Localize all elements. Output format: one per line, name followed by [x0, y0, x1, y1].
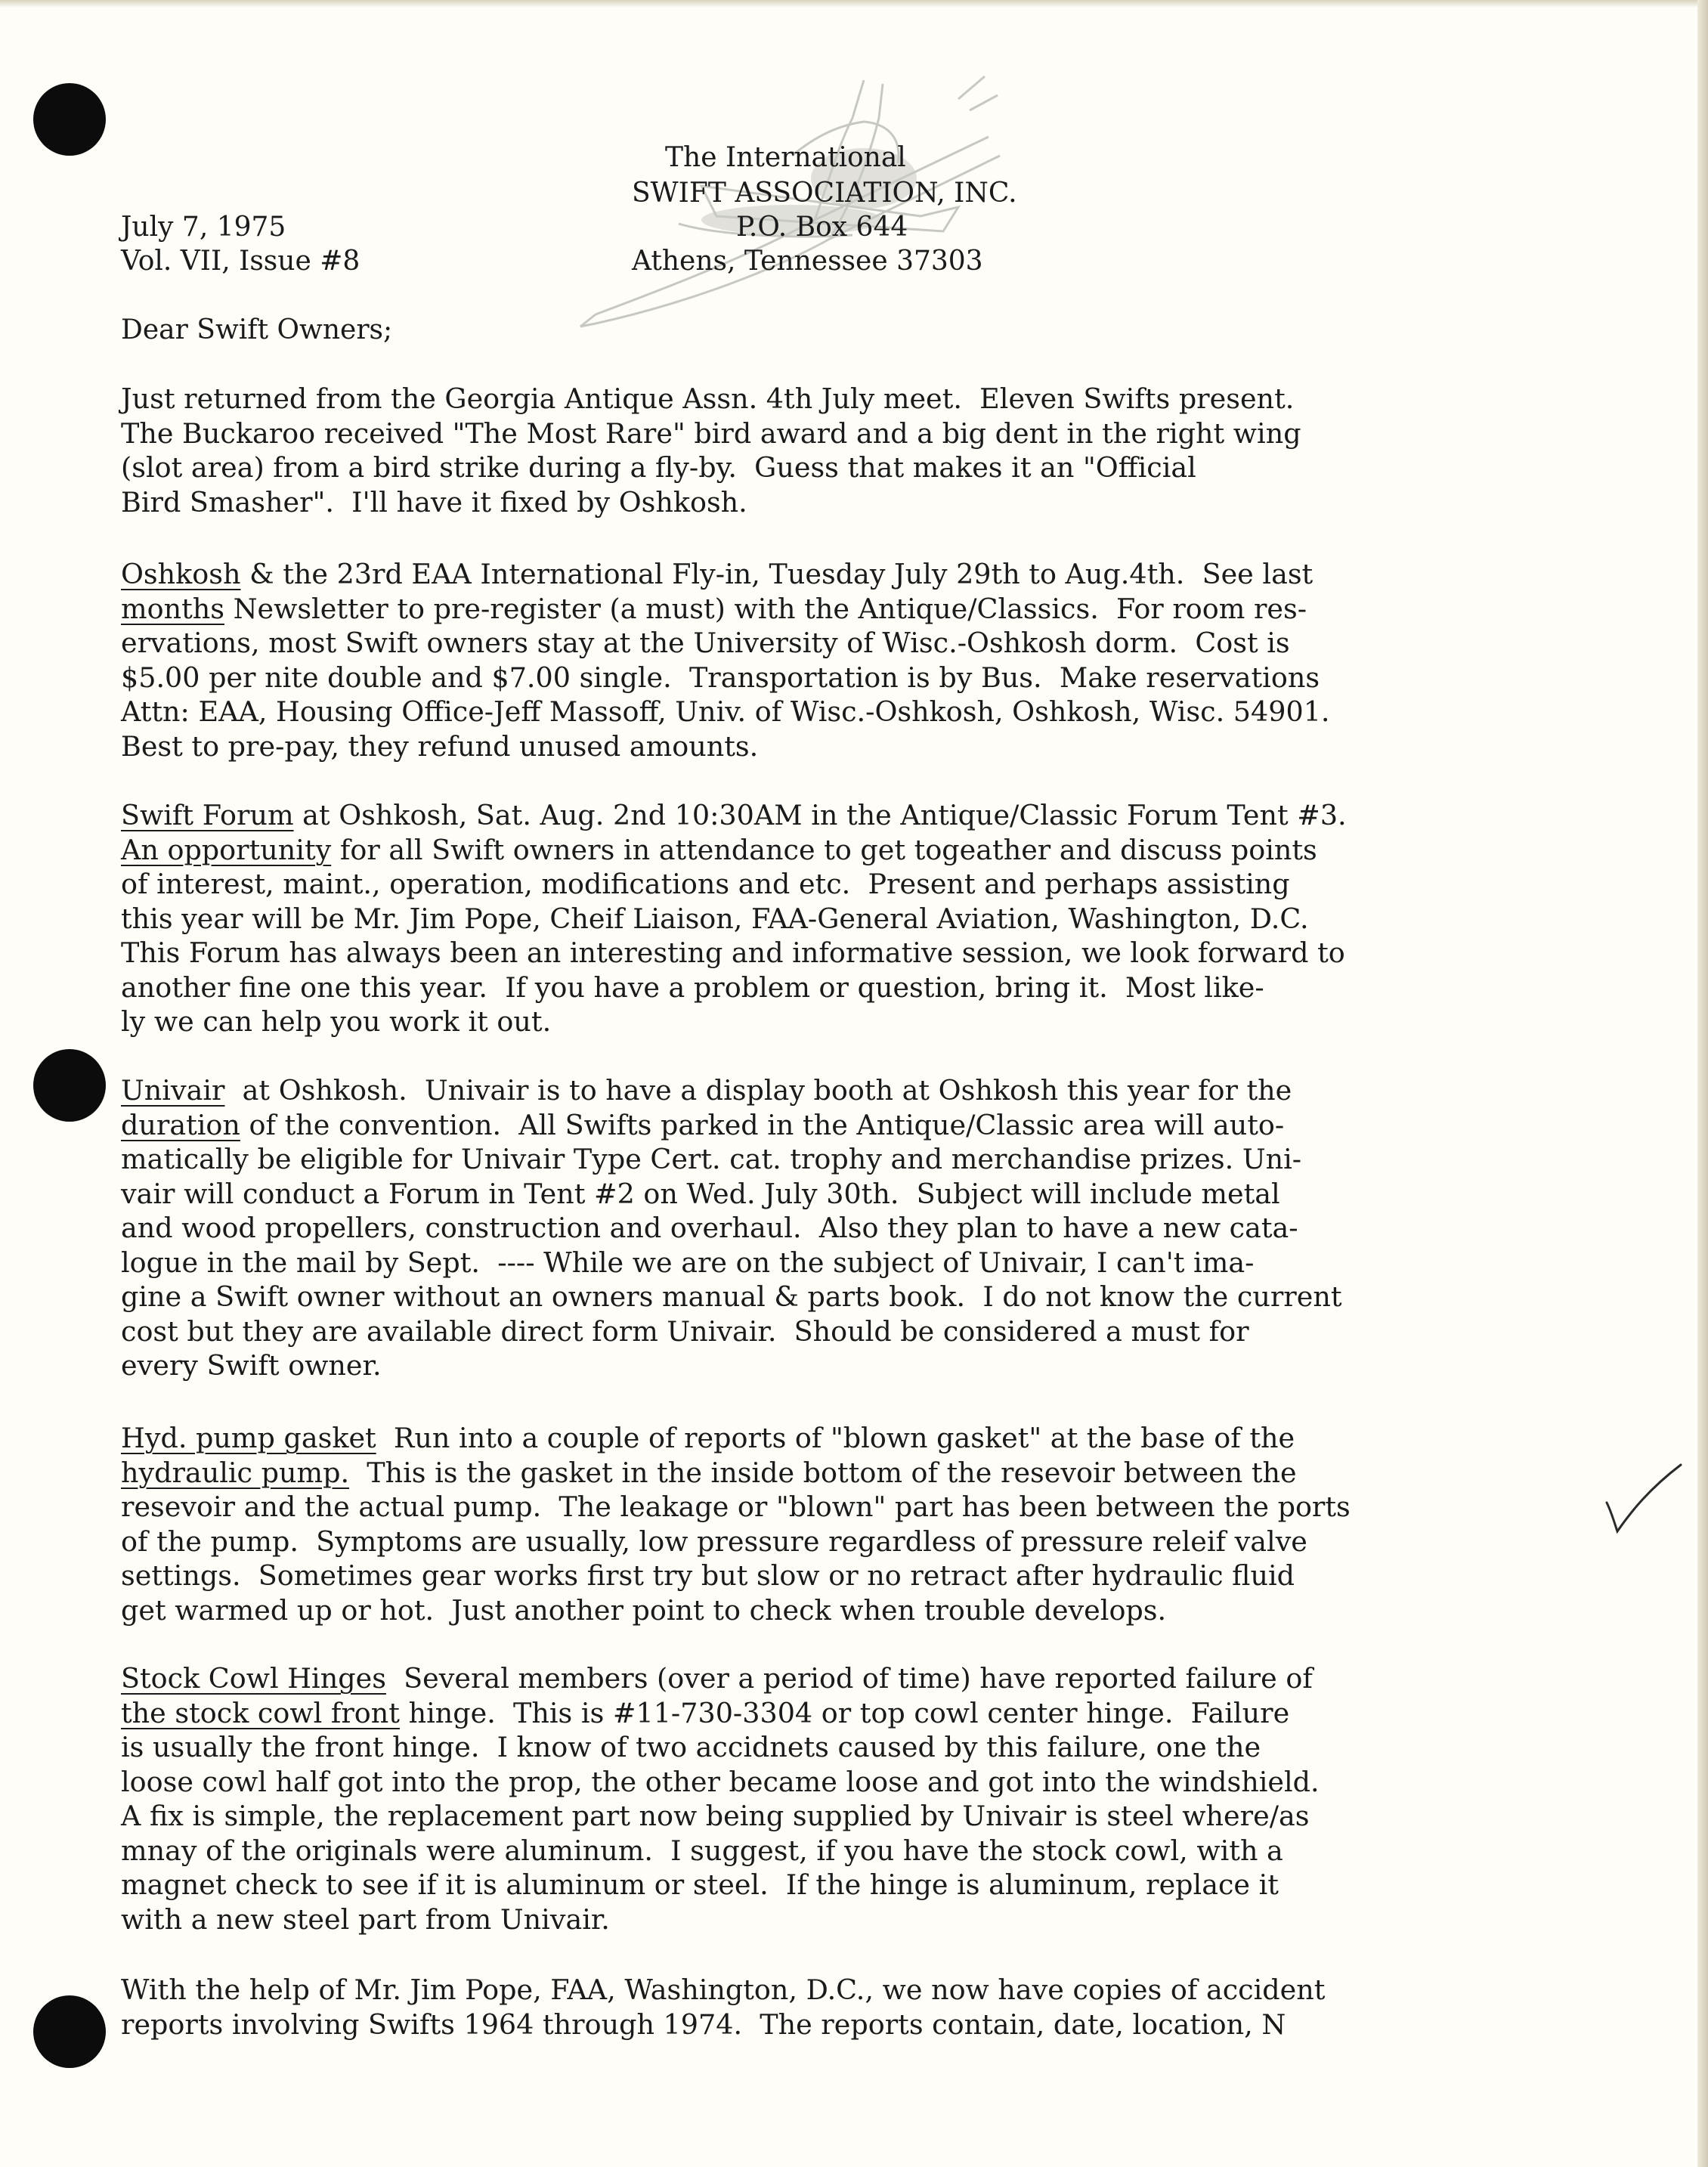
section-heading: months — [121, 592, 224, 625]
paragraph-stock-cowl-hinges — [121, 1661, 1678, 1936]
newsletter-date: July 7, 1975 — [121, 212, 286, 243]
text-line: this year will be Mr. Jim Pope, Cheif Liaison, FAA-General Aviation, Washington, D.C. — [121, 902, 1309, 935]
text-line: ly we can help you work it out. — [121, 1005, 552, 1038]
text-line: of interest, maint., operation, modifications and etc. Present and perhaps assisting — [121, 868, 1290, 900]
text-line: gine a Swift owner without an owners manual & parts book. I do not know the current — [121, 1280, 1342, 1313]
text-line: A fix is simple, the replacement part now being supplied by Univair is steel where/as — [121, 1800, 1310, 1832]
binder-hole-icon — [33, 1995, 106, 2068]
text-line: With the help of Mr. Jim Pope, FAA, Washington, D.C., we now have copies of accident — [121, 1974, 1326, 2006]
binder-hole-icon — [33, 83, 106, 156]
text-line: $5.00 per nite double and $7.00 single. Transportation is by Bus. Make reservations — [121, 661, 1320, 694]
org-address-line: P.O. Box 644 — [736, 212, 908, 243]
text-line: cost but they are available direct form Univair. Should be considered a must for — [121, 1314, 1249, 1348]
text-line — [121, 1073, 1678, 1108]
text-span: & the 23rd EAA International Fly-in, Tuesday July 29th to Aug.4th. See last — [240, 558, 1313, 590]
text-line — [121, 798, 1678, 833]
text-line: matically be eligible for Univair Type Cert. cat. trophy and merchandise prizes. Uni- — [121, 1143, 1302, 1175]
text-line: another fine one this year. If you have a problem or question, bring it. Most like- — [121, 971, 1264, 1004]
text-span: This is the gasket in the inside bottom of the resevoir between the — [349, 1456, 1297, 1489]
text-line: mnay of the originals were aluminum. I suggest, if you have the stock cowl, with a — [121, 1834, 1283, 1867]
text-line — [121, 592, 1678, 627]
salutation: Dear Swift Owners; — [121, 314, 393, 345]
text-line: reports involving Swifts 1964 through 1974. The reports contain, date, location, N — [121, 2008, 1286, 2041]
section-heading: Oshkosh — [121, 558, 241, 590]
section-heading: Swift Forum — [121, 799, 294, 831]
text-line: of the pump. Symptoms are usually, low pressure regardless of pressure releif valve — [121, 1525, 1307, 1558]
paragraph-hyd-pump-gasket — [121, 1421, 1678, 1627]
text-line: every Swift owner. — [121, 1349, 382, 1382]
text-line — [121, 557, 1678, 592]
text-span: Several members (over a period of time) have reported failure of — [385, 1662, 1313, 1695]
page-right-edge — [1697, 0, 1708, 2167]
text-span: Run into a couple of reports of "blown gasket" at the base of the — [376, 1422, 1295, 1454]
org-name-line: The International — [665, 142, 906, 173]
text-line: Best to pre-pay, they refund unused amounts. — [121, 729, 759, 763]
text-line — [121, 833, 1678, 868]
text-line: is usually the front hinge. I know of two accidnets caused by this failure, one the — [121, 1731, 1261, 1763]
text-span: for all Swift owners in attendance to get togeather and discuss points — [331, 833, 1317, 866]
page-top-edge — [0, 0, 1708, 8]
text-line — [121, 1421, 1678, 1456]
org-address-line: Athens, Tennessee 37303 — [632, 246, 983, 277]
text-line — [121, 1661, 1678, 1696]
paragraph-swift-forum — [121, 798, 1678, 1039]
text-span: of the convention. All Swifts parked in the Antique/Classic area will auto- — [240, 1108, 1285, 1141]
section-heading: Univair — [121, 1074, 225, 1107]
text-line — [121, 1696, 1678, 1731]
text-line: logue in the mail by Sept. ---- While we are on the subject of Univair, I can't ima- — [121, 1246, 1255, 1279]
text-line: ervations, most Swift owners stay at the University of Wisc.-Oshkosh dorm. Cost is — [121, 627, 1290, 659]
text-line: loose cowl half got into the prop, the other became loose and got into the windshield. — [121, 1765, 1320, 1798]
paragraph-georgia-meet — [121, 382, 1678, 519]
paragraph-accident-reports — [121, 1973, 1678, 2042]
text-line — [121, 1108, 1678, 1143]
org-name-line: SWIFT ASSOCIATION, INC. — [632, 178, 1017, 209]
text-line: get warmed up or hot. Just another point to check when trouble develops. — [121, 1593, 1167, 1627]
text-span: at Oshkosh. Univair is to have a display booth at Oshkosh this year for the — [224, 1074, 1292, 1107]
text-span: Newsletter to pre-register (a must) with the Antique/Classics. For room res- — [224, 592, 1307, 625]
section-heading: the stock cowl front — [121, 1696, 400, 1729]
text-line: settings. Sometimes gear works first try but slow or no retract after hydraulic fluid — [121, 1559, 1295, 1592]
text-line — [121, 1456, 1678, 1491]
text-line: (slot area) from a bird strike during a fly-by. Guess that makes it an "Official — [121, 451, 1196, 484]
text-line: Just returned from the Georgia Antique Assn. 4th July meet. Eleven Swifts present. — [121, 382, 1295, 415]
section-heading: Hyd. pump gasket — [121, 1422, 376, 1454]
binder-hole-icon — [33, 1049, 106, 1122]
text-line: Attn: EAA, Housing Office-Jeff Massoff, Univ. of Wisc.-Oshkosh, Oshkosh, Wisc. 54901. — [121, 695, 1330, 728]
text-span: hinge. This is #11-730-3304 or top cowl center hinge. Failure — [399, 1696, 1290, 1729]
text-line: and wood propellers, construction and overhaul. Also they plan to have a new cata- — [121, 1212, 1298, 1244]
text-line: The Buckaroo received "The Most Rare" bird award and a big dent in the right wing — [121, 416, 1301, 450]
paragraph-oshkosh — [121, 557, 1678, 763]
text-line: This Forum has always been an interesting and informative session, we look forward to — [121, 936, 1345, 969]
section-heading: duration — [121, 1108, 240, 1141]
section-heading: hydraulic pump. — [121, 1456, 350, 1489]
text-line: Bird Smasher". I'll have it fixed by Oshkosh. — [121, 485, 747, 519]
text-line: vair will conduct a Forum in Tent #2 on Wed. July 30th. Subject will include metal — [121, 1177, 1280, 1210]
text-line: magnet check to see if it is aluminum or steel. If the hinge is aluminum, replace it — [121, 1868, 1279, 1901]
section-heading: Stock Cowl Hinges — [121, 1662, 386, 1695]
section-heading: An opportunity — [121, 833, 332, 866]
handwritten-check-mark-icon — [1602, 1459, 1685, 1542]
text-span: at Oshkosh, Sat. Aug. 2nd 10:30AM in the Antique/Classic Forum Tent #3. — [293, 799, 1347, 831]
text-line: with a new steel part from Univair. — [121, 1902, 610, 1936]
newsletter-issue: Vol. VII, Issue #8 — [121, 246, 360, 277]
paragraph-univair — [121, 1073, 1678, 1383]
text-line: resevoir and the actual pump. The leakage or "blown" part has been between the ports — [121, 1491, 1351, 1523]
